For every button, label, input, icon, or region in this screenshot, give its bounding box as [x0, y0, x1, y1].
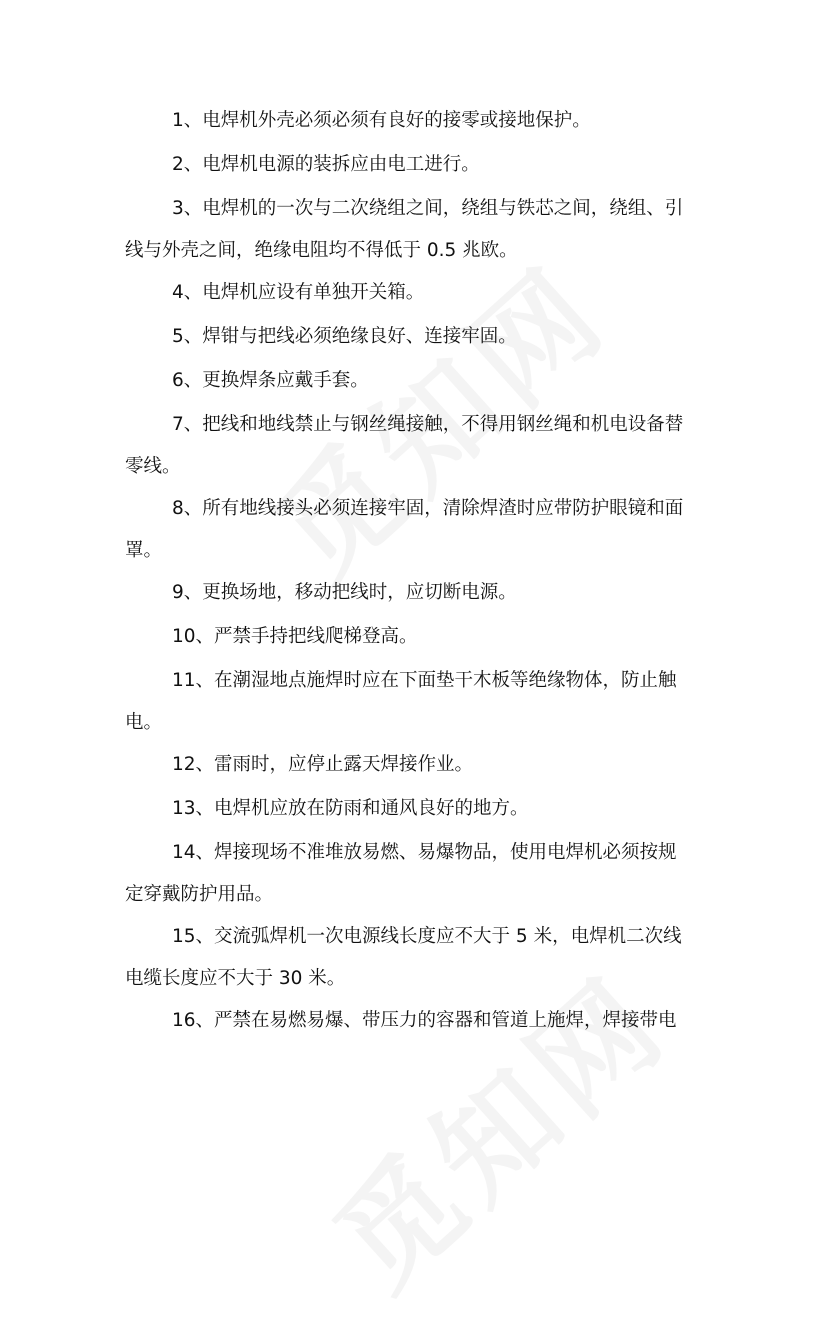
item-line: 2、电焊机电源的装拆应由电工进行。	[172, 154, 480, 175]
list-item	[125, 272, 710, 314]
item-line: 10、严禁手持把线爬梯登高。	[172, 626, 418, 647]
list-item	[125, 916, 710, 1000]
list-item	[125, 744, 710, 786]
item-line: 零线。	[125, 456, 181, 477]
item-line: 13、电焊机应放在防雨和通风良好的地方。	[172, 798, 529, 819]
item-line: 电。	[125, 712, 163, 733]
item-line: 4、电焊机应设有单独开关箱。	[172, 282, 425, 303]
item-line: 罩。	[125, 540, 163, 561]
document-body	[125, 100, 710, 1042]
list-item	[125, 488, 710, 572]
list-item	[125, 660, 710, 744]
item-line: 1、电焊机外壳必须必须有良好的接零或接地保护。	[172, 110, 591, 131]
item-line: 15、交流弧焊机一次电源线长度应不大于 5 米，电焊机二次线	[172, 926, 682, 947]
item-line: 3、电焊机的一次与二次绕组之间，绕组与铁芯之间，绕组、引	[172, 198, 684, 219]
list-item	[125, 404, 710, 488]
item-line: 5、焊钳与把线必须绝缘良好、连接牢固。	[172, 326, 517, 347]
list-item	[125, 316, 710, 358]
list-item	[125, 144, 710, 186]
list-item	[125, 616, 710, 658]
list-item	[125, 100, 710, 142]
list-item	[125, 572, 710, 614]
item-line: 线与外壳之间，绝缘电阻均不得低于 0.5 兆欧。	[125, 240, 518, 261]
item-line: 12、雷雨时，应停止露天焊接作业。	[172, 754, 474, 775]
item-line: 9、更换场地，移动把线时，应切断电源。	[172, 582, 517, 603]
item-line: 14、焊接现场不准堆放易燃、易爆物品，使用电焊机必须按规	[172, 842, 677, 863]
list-item	[125, 188, 710, 272]
item-line: 8、所有地线接头必须连接牢固，清除焊渣时应带防护眼镜和面	[172, 498, 684, 519]
item-line: 7、把线和地线禁止与钢丝绳接触，不得用钢丝绳和机电设备替	[172, 414, 684, 435]
item-line: 定穿戴防护用品。	[125, 884, 274, 905]
item-line: 16、严禁在易燃易爆、带压力的容器和管道上施焊，焊接带电	[172, 1010, 677, 1031]
list-item	[125, 832, 710, 916]
list-item	[125, 788, 710, 830]
item-line: 电缆长度应不大于 30 米。	[125, 968, 346, 989]
list-item	[125, 1000, 710, 1042]
list-item	[125, 360, 710, 402]
item-line: 6、更换焊条应戴手套。	[172, 370, 369, 391]
item-line: 11、在潮湿地点施焊时应在下面垫干木板等绝缘物体，防止触	[172, 670, 677, 691]
